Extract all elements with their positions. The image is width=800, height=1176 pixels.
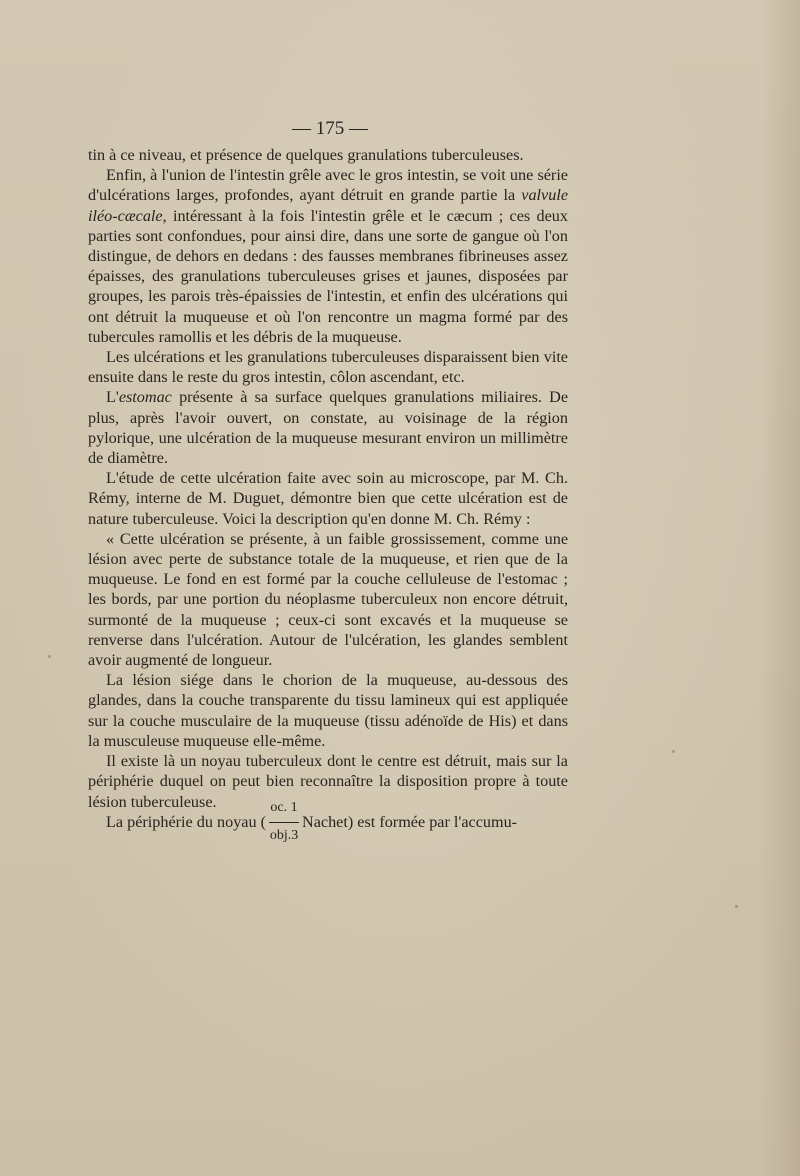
fraction-denominator: obj.3 xyxy=(269,827,299,843)
paragraph-estomac xyxy=(88,387,568,468)
paper-speck xyxy=(48,655,51,658)
body-text xyxy=(88,145,569,843)
paper-speck xyxy=(735,905,738,908)
paragraph-continuation: tin à ce niveau, et présence de quelques granulations tuberculeuses. xyxy=(88,146,524,164)
paragraph-text: L' xyxy=(106,388,119,407)
paragraph-ileo-caecal xyxy=(88,165,568,347)
paragraph-text: Enfin, à l'union de l'intestin grêle avec le gros intestin, se voit une série d'ulcérations larges, profondes, ayant détruit en grande partie la xyxy=(88,166,568,205)
paragraph-lesion-siege: La lésion siége dans le chorion de la muqueuse, au-dessous des glandes, dans la couche transparente du tissu lamineux qui est appliquée sur la couche musculaire de la muqueuse (tissu adénoïde de His) et dans la musculeuse muqueuse elle-même. xyxy=(88,671,568,750)
italic-term-valvule: valvule iléo-cæcale xyxy=(88,186,569,225)
paragraph-text: , intéressant à la fois l'intestin grêle et le cæcum ; ces deux parties sont confondues, pour ainsi dire, dans une sorte de gangue où l'on distingue, de dehors en dedans : des fausses membranes fibrineuses assez épaisses, des granulations tuberculeuses grises et jaunes, disposées par groupes, les parois très-épaissies de l'intestin, et enfin des ulcérations qui ont détruit la muqueuse et où l'on rencontre un magma formé par des tubercules ramollis et les débris de la muqueuse. xyxy=(88,206,568,346)
final-line-after: Nachet) est formée par l'accumu- xyxy=(302,812,518,831)
fraction-bar xyxy=(269,822,299,823)
paragraph-ulcerations: Les ulcérations et les granulations tuberculeuses disparaissent bien vite ensuite dans le reste du gros intestin, côlon ascendant, etc. xyxy=(88,348,568,387)
final-line-before: La périphérie du noyau ( xyxy=(106,812,267,831)
page-number: — 175 — xyxy=(292,118,368,139)
fraction-numerator: oc. 1 xyxy=(270,799,298,815)
paragraph-text: présente à sa surface quelques granulations miliaires. De plus, après l'avoir ouvert, on constate, au voisinage de la région pylorique, une ulcération de la muqueuse mesurant environ un millimètre de diamètre. xyxy=(88,388,568,468)
magnification-fraction xyxy=(266,799,302,843)
paragraph-quote-ulceration: « Cette ulcération se présente, à un faible grossissement, comme une lésion avec perte de substance totale de la muqueuse, et rien que de la muqueuse. Le fond en est formé par la couche celluleuse de l'estomac ; les bords, par une portion du néoplasme tuberculeux non encore détruit, surmonté de la muqueuse ; ceux-ci sont excavés et la muqueuse se renverse dans l'ulcération. Autour de l'ulcération, les glandes semblent avoir augmenté de longueur. xyxy=(88,529,568,670)
paragraph-final-line xyxy=(88,799,568,843)
paper-speck xyxy=(672,750,675,753)
paragraph-microscope: L'étude de cette ulcération faite avec soin au microscope, par M. Ch. Rémy, interne de M. Duguet, démontre bien que cette ulcération est de nature tuberculeuse. Voici la description qu'en donne M. Ch. Rémy : xyxy=(88,469,568,528)
italic-term-estomac: estomac xyxy=(118,388,172,407)
page-edge-shadow xyxy=(760,0,800,1176)
paragraph-noyau: Il existe là un noyau tuberculeux dont le centre est détruit, mais sur la périphérie duquel on peut bien reconnaître la disposition propre à toute lésion tuberculeuse. xyxy=(88,752,568,811)
